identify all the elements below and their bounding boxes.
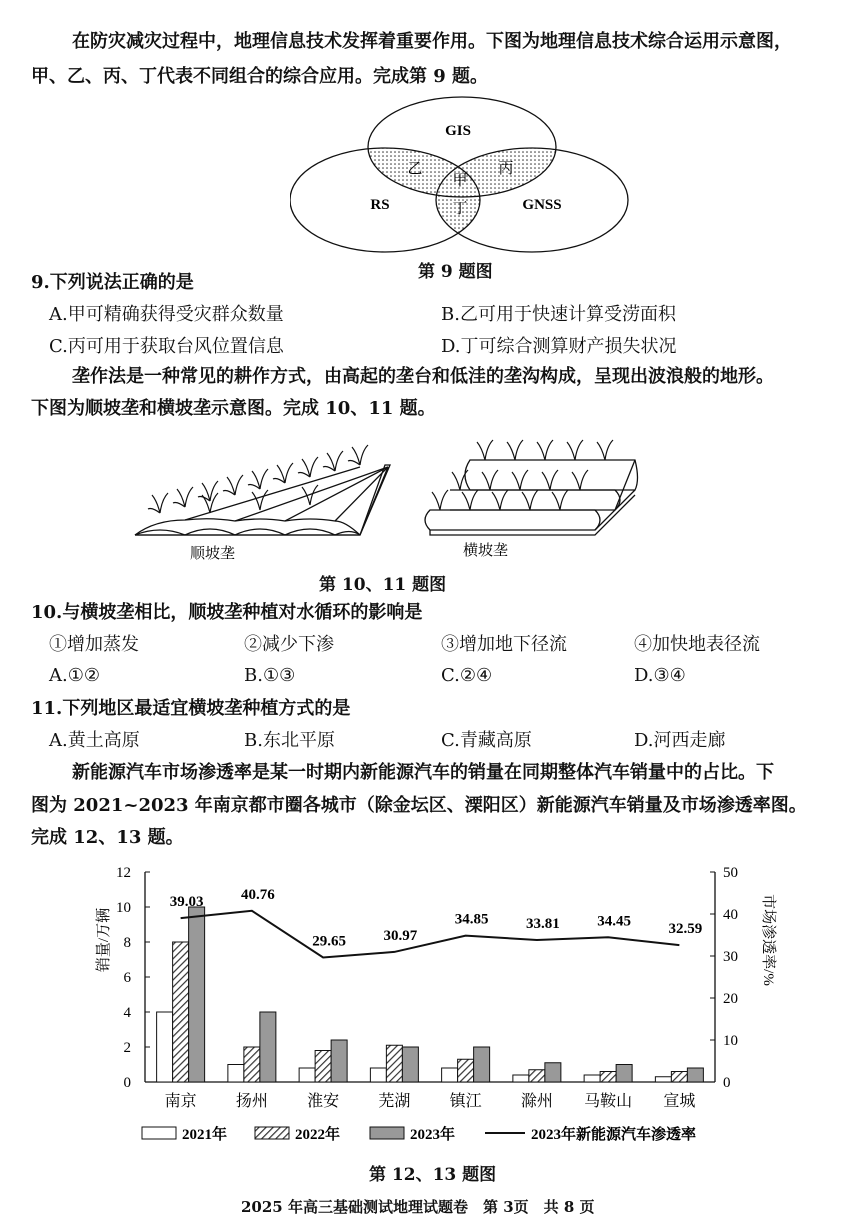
y2-axis-label: 市场渗透率/% — [760, 894, 776, 986]
q10-statement-1: ①增加蒸发 — [49, 634, 139, 655]
venn-label-bing: 丙 — [498, 161, 514, 177]
y-tick-label: 6 — [123, 970, 131, 986]
intro10-line1: 垄作法是一种常见的耕作方式，由高起的垄台和低洼的垄沟构成，呈现出波浪般的地形。 — [72, 366, 774, 387]
chart-caption: 第 12、13 题图 — [369, 1165, 497, 1185]
bar-2023年 — [260, 1012, 276, 1082]
bar-2021年 — [655, 1077, 671, 1082]
q10-option-d: D.③④ — [634, 665, 686, 686]
q11-option-d: D.河西走廊 — [634, 730, 726, 751]
venn-caption: 第 9 题图 — [418, 262, 493, 282]
category-label: 淮安 — [307, 1093, 340, 1110]
q10-stem: 10.与横坡垄相比，顺坡垄种植对水循环的影响是 — [31, 602, 423, 623]
bar-2021年 — [157, 1012, 173, 1082]
legend-label: 2022年 — [295, 1127, 341, 1143]
category-label: 芜湖 — [378, 1093, 411, 1110]
q11-stem: 11.下列地区最适宜横坡垄种植方式的是 — [31, 698, 351, 719]
q11-option-b: B.东北平原 — [244, 730, 335, 751]
intro10-line2: 下图为顺坡垄和横坡垄示意图。完成 10、11 题。 — [31, 398, 436, 419]
bar-2022年 — [386, 1045, 402, 1082]
q9-option-b: B.乙可用于快速计算受涝面积 — [441, 304, 676, 325]
penetration-data-label: 40.76 — [241, 886, 275, 903]
venn-label-gnss: GNSS — [522, 197, 562, 213]
q9-option-d: D.丁可综合测算财产损失状况 — [441, 336, 677, 357]
intro9-line1: 在防灾减灾过程中，地理信息技术发挥着重要作用。下图为地理信息技术综合运用示意图， — [72, 31, 792, 52]
ridge-caption: 第 10、11 题图 — [319, 575, 447, 595]
category-label: 扬州 — [235, 1093, 268, 1110]
bar-2021年 — [442, 1068, 458, 1082]
y-axis-label: 销量/万辆 — [96, 907, 112, 973]
q9-option-c: C.丙可用于获取台风位置信息 — [49, 336, 284, 357]
intro12-line1: 新能源汽车市场渗透率是某一时期内新能源汽车的销量在同期整体汽车销量中的占比。下 — [72, 762, 774, 783]
y2-tick-label: 50 — [723, 865, 738, 881]
category-label: 镇江 — [449, 1093, 482, 1110]
venn-label-rs: RS — [370, 197, 390, 213]
q10-statement-2: ②减少下渗 — [244, 634, 334, 655]
venn-diagram — [290, 95, 640, 255]
bar-2023年 — [545, 1063, 561, 1082]
y2-tick-label: 40 — [723, 907, 738, 923]
bar-2021年 — [228, 1065, 244, 1083]
bar-2021年 — [299, 1068, 315, 1082]
bar-2022年 — [173, 942, 189, 1082]
penetration-data-label: 30.97 — [383, 927, 418, 944]
legend-label: 2021年 — [182, 1127, 228, 1143]
q10-option-c: C.②④ — [441, 665, 493, 686]
q10-option-b: B.①③ — [244, 665, 296, 686]
penetration-data-label: 39.03 — [169, 894, 204, 911]
bar-2022年 — [529, 1070, 545, 1082]
cross-slope-ridge — [425, 440, 638, 535]
bar-2023年 — [189, 907, 205, 1082]
bar-2022年 — [600, 1072, 616, 1083]
penetration-data-label: 32.59 — [668, 921, 703, 938]
bar-2022年 — [458, 1059, 474, 1082]
intro12-line2: 图为 2021~2023 年南京都市圈各城市（除金坛区、溧阳区）新能源汽车销量及市场渗透率图。 — [31, 795, 807, 816]
y-tick-label: 8 — [123, 935, 131, 951]
down-slope-ridge — [135, 445, 390, 535]
category-label: 宣城 — [663, 1093, 696, 1110]
y-tick-label: 10 — [116, 900, 131, 916]
bar-2021年 — [513, 1075, 529, 1082]
y-tick-label: 12 — [116, 865, 131, 881]
venn-label-yi: 乙 — [407, 161, 423, 177]
penetration-data-label: 34.85 — [454, 911, 489, 928]
venn-label-jia: 甲 — [452, 173, 468, 189]
bar-2023年 — [402, 1047, 418, 1082]
y2-tick-label: 0 — [723, 1075, 731, 1091]
category-label: 滁州 — [520, 1093, 553, 1110]
penetration-data-label: 34.45 — [597, 913, 631, 930]
venn-label-ding: 丁 — [452, 201, 468, 217]
intro12-line3: 完成 12、13 题。 — [31, 827, 184, 848]
category-label: 南京 — [164, 1093, 197, 1110]
sales-penetration-chart — [80, 860, 800, 1160]
bar-2023年 — [474, 1047, 490, 1082]
legend-label: 2023年新能源汽车渗透率 — [531, 1127, 697, 1143]
penetration-data-label: 29.65 — [312, 933, 346, 950]
q10-statement-3: ③增加地下径流 — [441, 634, 567, 655]
ridge-illustration — [130, 425, 640, 575]
y-tick-label: 0 — [123, 1075, 131, 1091]
ridge-label-right: 横坡垄 — [463, 543, 509, 559]
q10-option-a: A.①② — [49, 665, 100, 686]
y2-tick-label: 30 — [723, 949, 738, 965]
q11-option-c: C.青藏高原 — [441, 730, 532, 751]
bar-2022年 — [315, 1051, 331, 1083]
bar-2023年 — [331, 1040, 347, 1082]
legend-swatch-2021年 — [142, 1127, 176, 1139]
legend-swatch-2023年 — [370, 1127, 404, 1139]
q11-option-a: A.黄土高原 — [49, 730, 140, 751]
bar-2021年 — [584, 1075, 600, 1082]
q9-option-a: A.甲可精确获得受灾群众数量 — [49, 304, 284, 325]
ridge-label-left: 顺坡垄 — [190, 546, 236, 562]
intro9-line2: 甲、乙、丙、丁代表不同组合的综合应用。完成第 9 题。 — [31, 66, 489, 87]
q10-statement-4: ④加快地表径流 — [634, 634, 760, 655]
bar-2022年 — [671, 1072, 687, 1083]
y2-tick-label: 10 — [723, 1033, 738, 1049]
legend-swatch-2022年 — [255, 1127, 289, 1139]
penetration-data-label: 33.81 — [526, 915, 560, 932]
page-footer: 2025 年高三基础测试地理试题卷 第 3页 共 8 页 — [241, 1198, 595, 1216]
y-tick-label: 2 — [123, 1040, 131, 1056]
venn-label-gis: GIS — [445, 123, 471, 139]
y2-tick-label: 20 — [723, 991, 738, 1007]
bar-2022年 — [244, 1047, 260, 1082]
bar-2023年 — [687, 1068, 703, 1082]
q9-stem: 9.下列说法正确的是 — [31, 272, 194, 293]
bar-2023年 — [616, 1065, 632, 1083]
category-label: 马鞍山 — [584, 1093, 633, 1110]
bar-2021年 — [370, 1068, 386, 1082]
y-tick-label: 4 — [123, 1005, 131, 1021]
legend-label: 2023年 — [410, 1127, 456, 1143]
